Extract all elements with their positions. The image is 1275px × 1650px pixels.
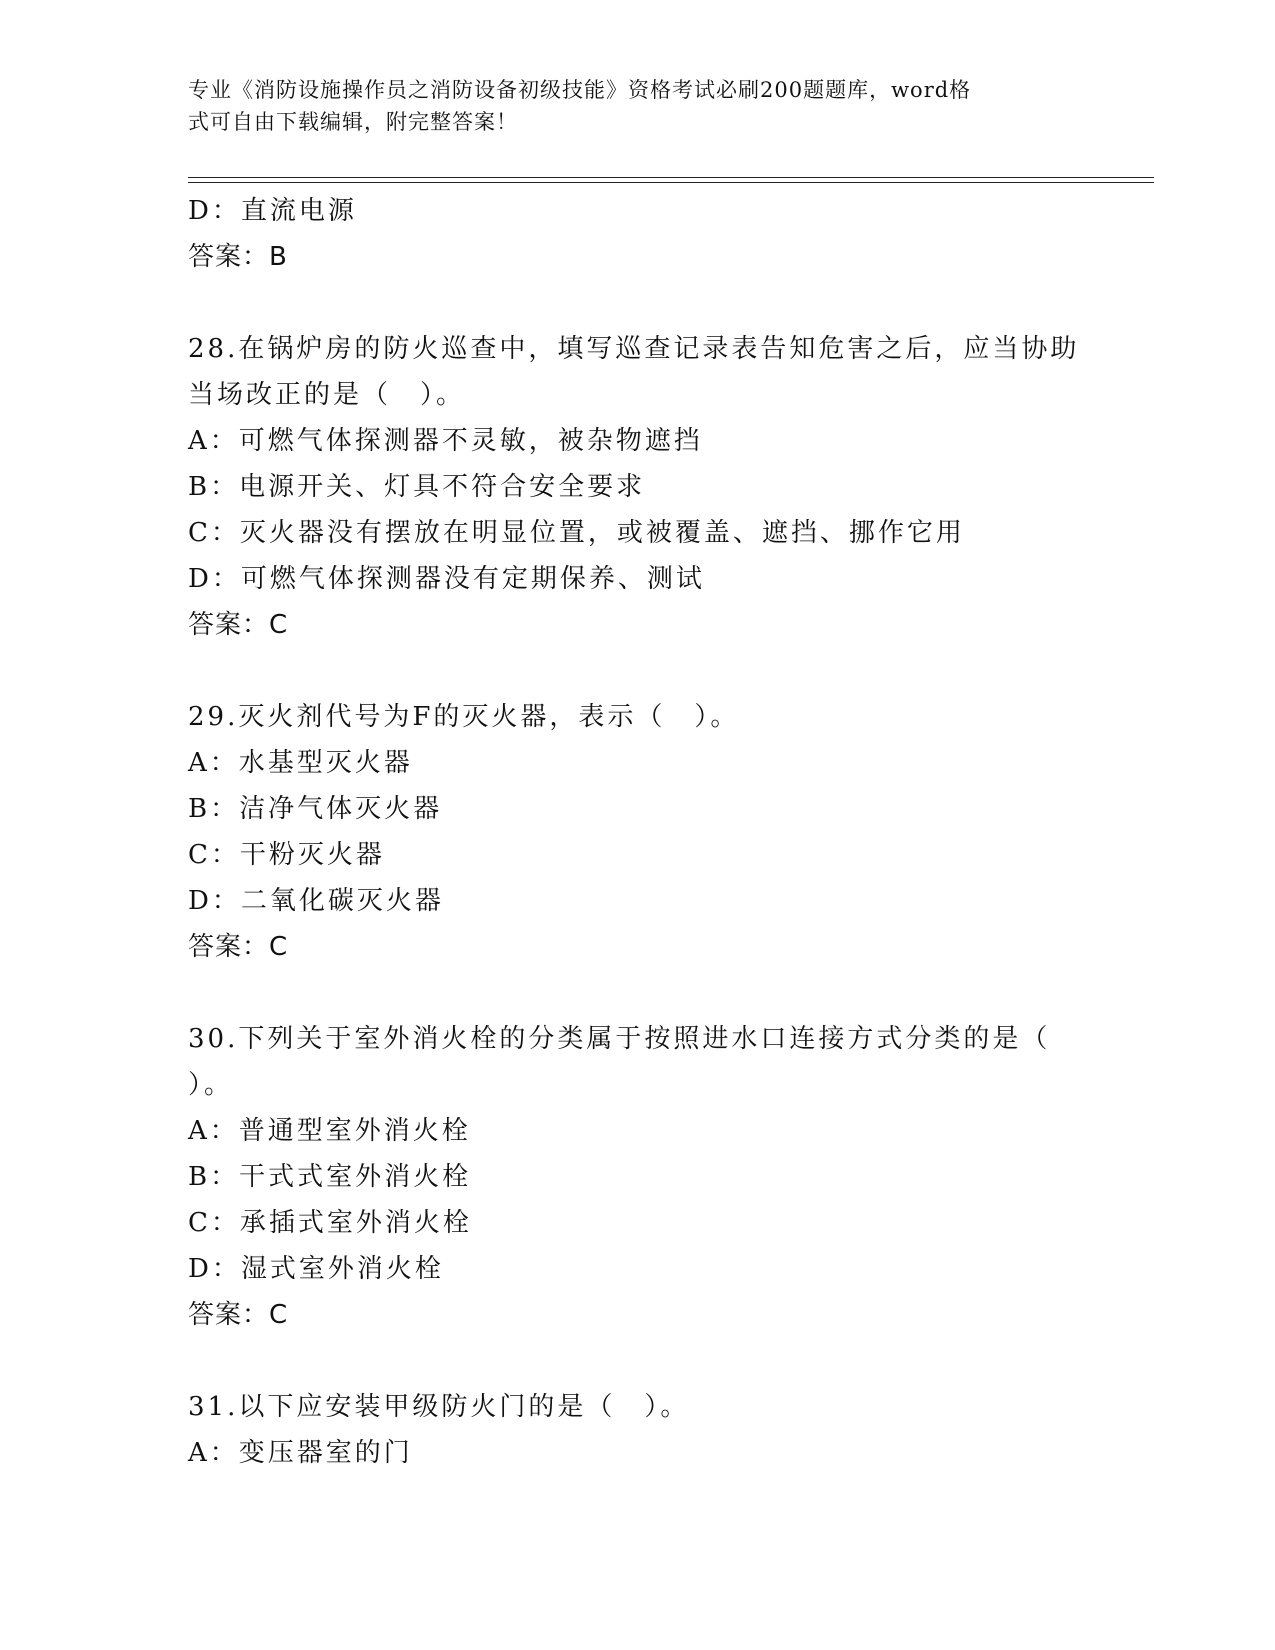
option-b: B：电源开关、灯具不符合安全要求 <box>188 472 646 502</box>
header-divider-top <box>188 177 1154 178</box>
option-a: A：普通型室外消火栓 <box>188 1116 471 1146</box>
answer-line: 答案：C <box>188 610 289 640</box>
spacer <box>188 280 1148 326</box>
option-a: A：可燃气体探测器不灵敏，被杂物遮挡 <box>188 426 703 456</box>
spacer <box>188 648 1148 694</box>
option-c: C：承插式室外消火栓 <box>188 1208 472 1238</box>
document-header <box>188 74 1078 138</box>
option-a: A：水基型灭火器 <box>188 748 413 778</box>
question-stem-cont: ）。 <box>188 1070 234 1100</box>
option-c: C：干粉灭火器 <box>188 840 385 870</box>
header-line-1: 专业《消防设施操作员之消防设备初级技能》资格考试必刷200题题库，word格 <box>188 78 972 102</box>
option-b: B：洁净气体灭火器 <box>188 794 443 824</box>
option-d: D：二氧化碳灭火器 <box>188 886 444 916</box>
option-d: D：湿式室外消火栓 <box>188 1254 444 1284</box>
header-divider-bottom <box>188 182 1154 183</box>
question-stem: 31.以下应安装甲级防火门的是（ ）。 <box>188 1392 690 1422</box>
question-31 <box>188 1384 1148 1476</box>
question-30 <box>188 1016 1148 1338</box>
spacer <box>188 1338 1148 1384</box>
option-d: D：可燃气体探测器没有定期保养、测试 <box>188 564 705 594</box>
option-d: D：直流电源 <box>188 196 357 226</box>
question-stem: 28.在锅炉房的防火巡查中，填写巡查记录表告知危害之后，应当协助 <box>188 334 1080 364</box>
question-stem: 29.灭火剂代号为F的灭火器，表示（ ）。 <box>188 702 740 732</box>
answer-line: 答案：C <box>188 932 289 962</box>
option-a: A：变压器室的门 <box>188 1438 413 1468</box>
option-c: C：灭火器没有摆放在明显位置，或被覆盖、遮挡、挪作它用 <box>188 518 965 548</box>
header-line-2: 式可自由下载编辑，附完整答案！ <box>188 110 518 134</box>
question-stem-cont: 当场改正的是（ ）。 <box>188 380 466 410</box>
question-stem: 30.下列关于室外消火栓的分类属于按照进水口连接方式分类的是（ <box>188 1024 1051 1054</box>
option-b: B：干式式室外消火栓 <box>188 1162 472 1192</box>
question-29 <box>188 694 1148 970</box>
answer-line: 答案：B <box>188 242 288 272</box>
answer-line: 答案：C <box>188 1300 289 1330</box>
spacer <box>188 970 1148 1016</box>
document-body <box>188 188 1148 1476</box>
question-28 <box>188 326 1148 648</box>
